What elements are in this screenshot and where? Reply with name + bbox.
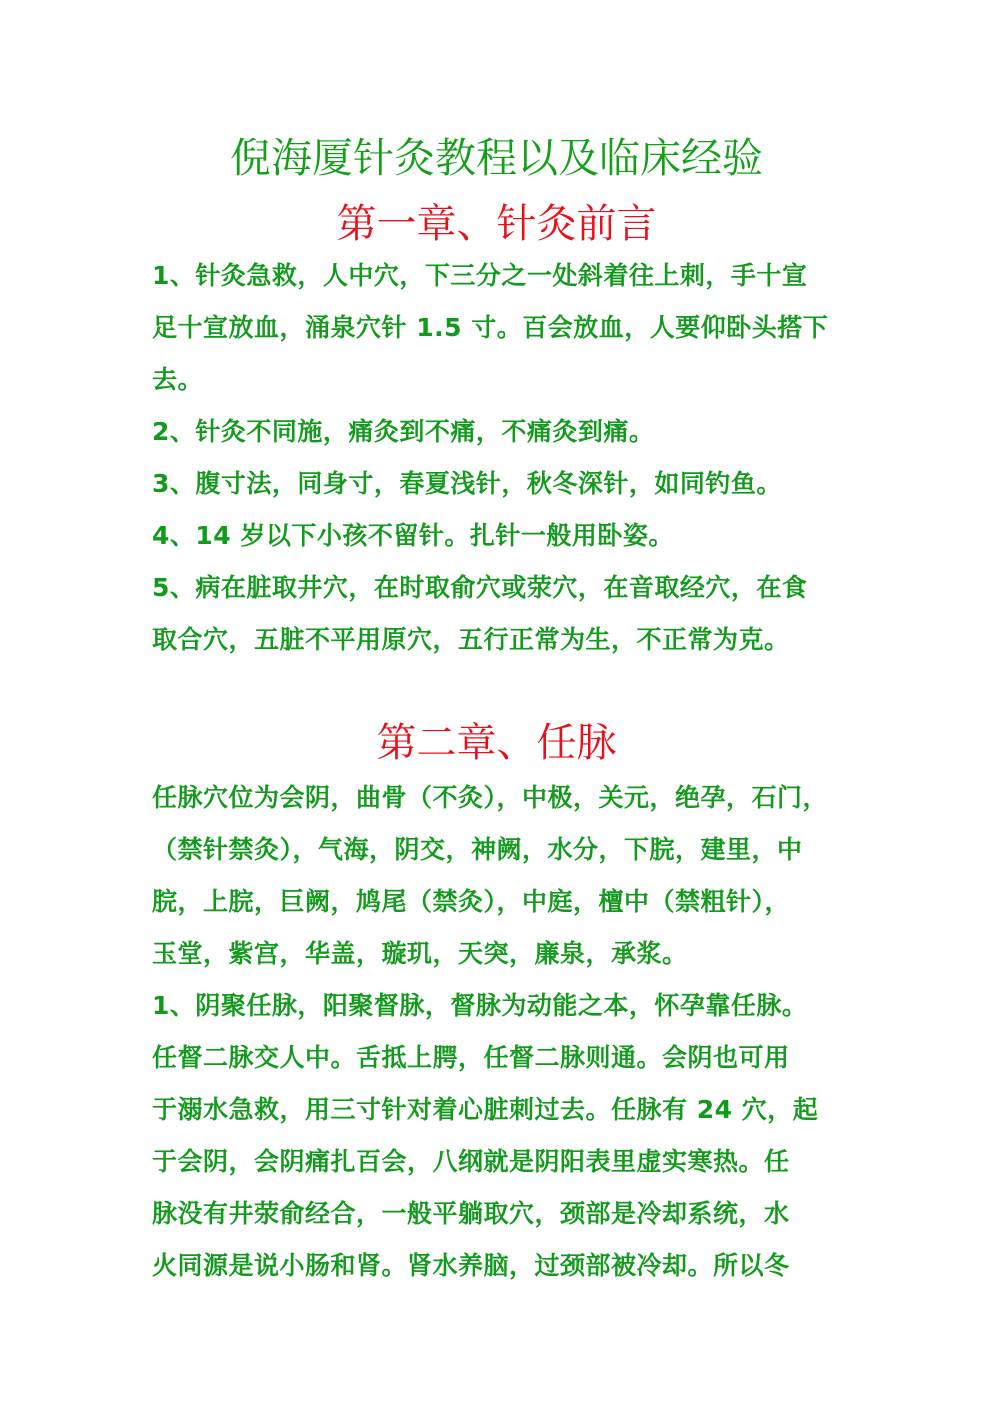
chapter-1-heading: 第一章、针灸前言 <box>336 201 657 247</box>
text-line: 2、针灸不同施，痛灸到不痛，不痛灸到痛。 <box>152 417 655 446</box>
text-line: （禁针禁灸），气海，阴交，神阙，水分，下脘，建里，中 <box>152 835 803 864</box>
text-line: 取合穴，五脏不平用原穴，五行正常为生，不正常为克。 <box>152 625 790 654</box>
text-line: 脘，上脘，巨阙，鸠尾（禁灸），中庭，檀中（禁粗针）， <box>152 887 791 916</box>
text-line: 3、腹寸法，同身寸，春夏浅针，秋冬深针，如同钓鱼。 <box>152 469 782 498</box>
chapter-2-body <box>152 772 842 1292</box>
document-title: 倪海厦针灸教程以及临床经验 <box>230 134 763 182</box>
chapter-2-heading: 第二章、任脉 <box>376 720 617 766</box>
text-line: 4、14 岁以下小孩不留针。扎针一般用卧姿。 <box>152 521 674 550</box>
text-line: 1、阴聚任脉，阳聚督脉，督脉为动能之本，怀孕靠任脉。 <box>152 991 808 1020</box>
text-line: 足十宣放血，涌泉穴针 1.5 寸。百会放血，人要仰卧头搭下 <box>152 313 829 342</box>
text-line: 任脉穴位为会阴，曲骨（不灸），中极，关元，绝孕，石门， <box>152 783 829 812</box>
text-line: 任督二脉交人中。舌抵上腭，任督二脉则通。会阴也可用 <box>152 1043 790 1072</box>
text-line: 去。 <box>152 365 204 394</box>
text-line: 火同源是说小肠和肾。肾水养脑，过颈部被冷却。所以冬 <box>152 1251 790 1280</box>
text-line: 玉堂，紫宫，华盖，璇玑，天突，廉泉，承浆。 <box>152 939 688 968</box>
text-line: 于会阴，会阴痛扎百会，八纲就是阴阳表里虚实寒热。任 <box>152 1147 790 1176</box>
text-line: 脉没有井荥俞经合，一般平躺取穴，颈部是冷却系统，水 <box>152 1199 790 1228</box>
chapter-1-body <box>152 250 842 666</box>
text-line: 于溺水急救，用三寸针对着心脏刺过去。任脉有 24 穴，起 <box>152 1095 819 1124</box>
text-line: 1、针灸急救，人中穴，下三分之一处斜着往上刺，手十宣 <box>152 261 808 290</box>
text-line: 5、病在脏取井穴，在时取俞穴或荥穴，在音取经穴，在食 <box>152 573 808 602</box>
